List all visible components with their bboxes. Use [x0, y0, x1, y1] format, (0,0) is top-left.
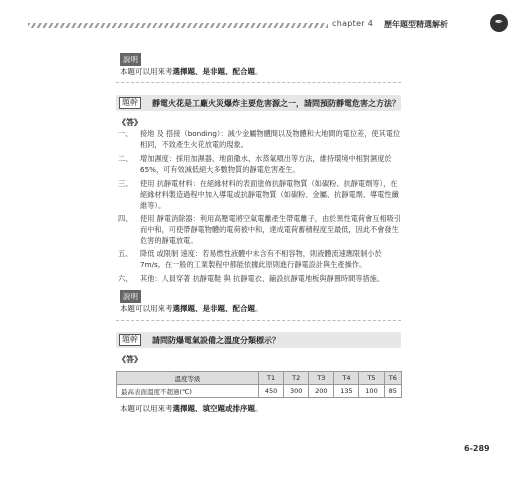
note-tag: 說明: [120, 53, 141, 66]
table-header-row: [117, 372, 402, 385]
table-header-cell: T1: [259, 372, 284, 385]
page-number: 6-289: [464, 444, 490, 453]
question-box: [116, 332, 401, 348]
answer-label: 《答》: [118, 118, 142, 127]
table-cell: 100: [359, 385, 384, 398]
answer-label: 《答》: [118, 355, 142, 364]
note-text: 本題可以用來考選擇題、是非題、配合題。: [120, 67, 263, 76]
chapter-label: chapter 4: [332, 19, 374, 28]
table-header-cell: T4: [334, 372, 359, 385]
table-header-cell: 溫度等級: [117, 372, 259, 385]
note-text: 本題可以用來考選擇題、填空題或排序題。: [120, 404, 263, 413]
answer-item: 四、 使用 靜電消除器：利用高壓電將空氣電離產生帶電離子，由於異性電荷會互相吸引而中和，可使帶靜電物體的電荷被中和，達成電荷蓄積程度至最低，因此不會發生危害的靜電放電。: [118, 214, 402, 245]
header-logo-icon: ✒: [490, 14, 508, 32]
divider: [116, 82, 401, 83]
divider: [116, 320, 401, 321]
question-text: 靜電火花是工廠火災爆炸主要危害源之一，請問預防靜電危害之方法？: [152, 99, 400, 108]
table-cell: 450: [259, 385, 284, 398]
temperature-class-table: [116, 371, 402, 398]
table-header-cell: T6: [384, 372, 401, 385]
question-box: [116, 95, 401, 111]
answer-item: 五、 降低 或限制 速度：若易燃性液體中未含有不相容物，則液體流速應限制小於7m/s，在一般的工業製程中都能依據此原則進行靜電設計與生產操作。: [118, 249, 382, 269]
question-label: 題幹: [119, 334, 141, 346]
chapter-title: 歷年題型精選解析: [384, 20, 448, 29]
table-cell: 300: [284, 385, 309, 398]
answer-item: 一、 接地 及 搭接（bonding）：減少金屬物體間以及物體和大地間的電位差，使其電位相同，不致產生火花放電的現象。: [118, 129, 401, 149]
table-cell: 135: [334, 385, 359, 398]
table-row-label: 最高表面溫度不超過(℃): [117, 385, 259, 398]
question-text: 請問防爆電氣設備之溫度分類標示？: [152, 336, 280, 345]
note-text: 本題可以用來考選擇題、是非題、配合題。: [120, 304, 263, 313]
table-cell: 85: [384, 385, 401, 398]
page-header: [28, 14, 508, 36]
table-header-cell: T2: [284, 372, 309, 385]
table-header-cell: T3: [309, 372, 334, 385]
table-cell: 200: [309, 385, 334, 398]
header-rule: [28, 23, 328, 28]
table-header-cell: T5: [359, 372, 384, 385]
answer-item: 二、 增加濕度：採用加濕器、地面撒水、水蒸氣噴出等方法，維持環境中相對濕度於65%，可有效減低絕大多數物質的靜電危害產生。: [118, 154, 392, 174]
note-tag: 說明: [120, 290, 141, 303]
table-row: [117, 385, 402, 398]
question-label: 題幹: [119, 97, 141, 109]
answer-item: 三、 使用 抗靜電材料：在絕緣材料的表面塗佈抗靜電物質（如碳粉、抗靜電劑等），在絕緣材料製造過程中加入導電或抗靜電物質（如碳粉、金屬、抗靜電劑、導電性纖維等）。: [118, 179, 399, 210]
answer-item: 六、 其他：人員穿著 抗靜電鞋 與 抗靜電衣、鋪設抗靜電地板與靜置時間等措施。: [118, 274, 385, 283]
